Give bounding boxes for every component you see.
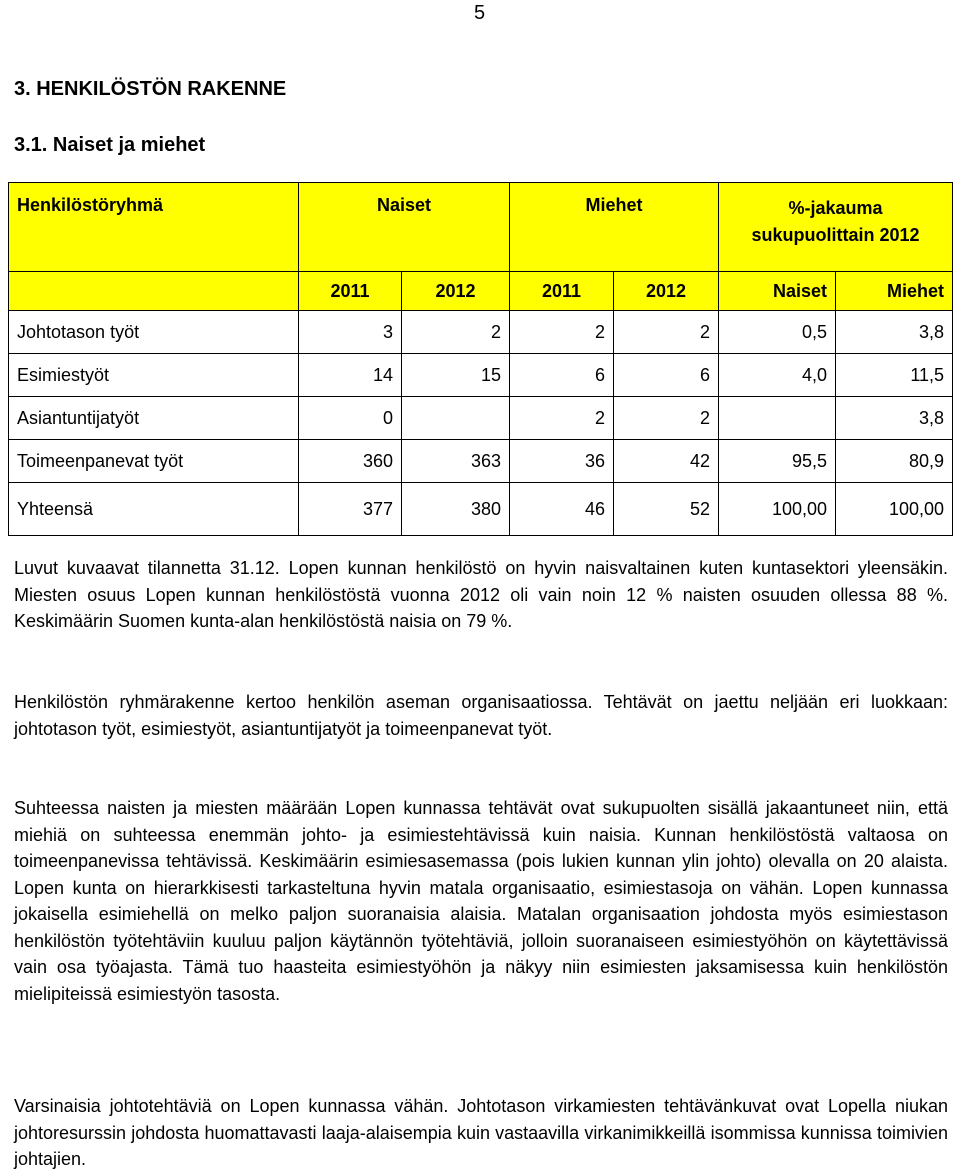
subheader-cell: 2012 bbox=[402, 272, 510, 311]
table-cell: 377 bbox=[299, 483, 402, 536]
table-cell: 2 bbox=[402, 311, 510, 354]
paragraph-task-distribution: Suhteessa naisten ja miesten määrään Lopen kunnassa tehtävät ovat sukupuolten sisällä jakaantuneet niin, että miehiä on suhteessa enemmän johto- ja esimiestehtävissä kuin naisia. Kunnan henkilöstöstä valtaosa on toimeenpanevissa tehtävissä. Keskimäärin esimiesasemassa (pois lukien kunnan ylin johto) olevalla on 20 alaista. Lopen kunta on hierarkkisesti tarkasteltuna hyvin matala organisaatio, esimiestasoja on vähän. Lopen kunnassa jokaisella esimiehellä on melko paljon suoranaisia alaisia. Matalan organisaation johdosta myös esimiestason henkilöstön työtehtäviin kuuluu paljon käytännön työtehtäviä, jolloin suoranaiseen esimiestyöhön on käytettävissä vain osa työajasta. Tämä tuo haasteita esimiestyöhön ja näkyy niin esimiesten jaksamisessa kuin henkilöstön mielipiteissä esimiestyön tasosta. bbox=[14, 798, 948, 1004]
table-cell: 95,5 bbox=[719, 440, 836, 483]
paragraph-management-tasks: Varsinaisia johtotehtäviä on Lopen kunnassa vähän. Johtotason virkamiesten tehtävänkuvat ovat Lopella niukan johtoresurssin johdosta huomattavasti laaja-alaisempia kuin vastaavilla virkanimikkeillä isommissa kunnissa toimivien johtajien. bbox=[14, 1096, 948, 1169]
table-cell: 52 bbox=[614, 483, 719, 536]
table-cell: 2 bbox=[614, 397, 719, 440]
row-label: Esimiestyöt bbox=[9, 354, 299, 397]
header-pct-line2: sukupuolittain 2012 bbox=[751, 225, 920, 245]
table-cell: 2 bbox=[614, 311, 719, 354]
row-label: Toimeenpanevat työt bbox=[9, 440, 299, 483]
subheader-cell: Miehet bbox=[836, 272, 953, 311]
row-label: Johtotason työt bbox=[9, 311, 299, 354]
table-row bbox=[9, 311, 953, 354]
subheader-cell: 2011 bbox=[510, 272, 614, 311]
table-cell: 360 bbox=[299, 440, 402, 483]
table-cell: 6 bbox=[510, 354, 614, 397]
page-number: 5 bbox=[474, 2, 486, 24]
table-cell: 363 bbox=[402, 440, 510, 483]
table-cell: 380 bbox=[402, 483, 510, 536]
table-cell: 46 bbox=[510, 483, 614, 536]
subheader-empty bbox=[9, 272, 299, 311]
table-cell: 3,8 bbox=[836, 311, 953, 354]
staff-structure-table bbox=[8, 182, 953, 536]
header-men: Miehet bbox=[510, 183, 719, 272]
table-cell: 2 bbox=[510, 397, 614, 440]
table-cell: 6 bbox=[614, 354, 719, 397]
paragraph-gender-share: Luvut kuvaavat tilannetta 31.12. Lopen kunnan henkilöstö on hyvin naisvaltainen kuten kuntasektori yleensäkin. Miesten osuus Lopen kunnan henkilöstöstä vuonna 2012 oli vain noin 12 % naisten osuuden ollessa 88 %. Keskimäärin Suomen kunta-alan henkilöstöstä naisia on 79 %. bbox=[14, 558, 948, 631]
table-cell: 36 bbox=[510, 440, 614, 483]
table-cell: 0 bbox=[299, 397, 402, 440]
table-cell: 100,00 bbox=[836, 483, 953, 536]
row-label: Yhteensä bbox=[9, 483, 299, 536]
table-cell: 14 bbox=[299, 354, 402, 397]
table-cell: 4,0 bbox=[719, 354, 836, 397]
subsection-heading: 3.1. Naiset ja miehet bbox=[14, 134, 206, 156]
table-cell: 0,5 bbox=[719, 311, 836, 354]
table-cell: 100,00 bbox=[719, 483, 836, 536]
subheader-cell: Naiset bbox=[719, 272, 836, 311]
row-label: Asiantuntijatyöt bbox=[9, 397, 299, 440]
table-cell: 3 bbox=[299, 311, 402, 354]
header-women: Naiset bbox=[299, 183, 510, 272]
table-cell bbox=[402, 397, 510, 440]
header-gender-distribution bbox=[719, 183, 953, 272]
table-subheader-row bbox=[9, 272, 953, 311]
table-cell: 11,5 bbox=[836, 354, 953, 397]
table-cell: 15 bbox=[402, 354, 510, 397]
table-cell: 3,8 bbox=[836, 397, 953, 440]
subheader-cell: 2012 bbox=[614, 272, 719, 311]
table-header-row bbox=[9, 183, 953, 272]
subheader-cell: 2011 bbox=[299, 272, 402, 311]
table-row bbox=[9, 440, 953, 483]
header-pct-line1: %-jakauma bbox=[788, 198, 883, 218]
table-row bbox=[9, 397, 953, 440]
header-staff-group: Henkilöstöryhmä bbox=[9, 183, 299, 272]
paragraph-group-structure: Henkilöstön ryhmärakenne kertoo henkilön aseman organisaatiossa. Tehtävät on jaettu neljään eri luokkaan: johtotason työt, esimiestyöt, asiantuntijatyöt ja toimeenpanevat työt. bbox=[14, 692, 948, 739]
table-cell bbox=[719, 397, 836, 440]
table-cell: 80,9 bbox=[836, 440, 953, 483]
table-row bbox=[9, 354, 953, 397]
table-cell: 42 bbox=[614, 440, 719, 483]
table-total-row bbox=[9, 483, 953, 536]
section-heading: 3. HENKILÖSTÖN RAKENNE bbox=[14, 78, 287, 100]
table-cell: 2 bbox=[510, 311, 614, 354]
